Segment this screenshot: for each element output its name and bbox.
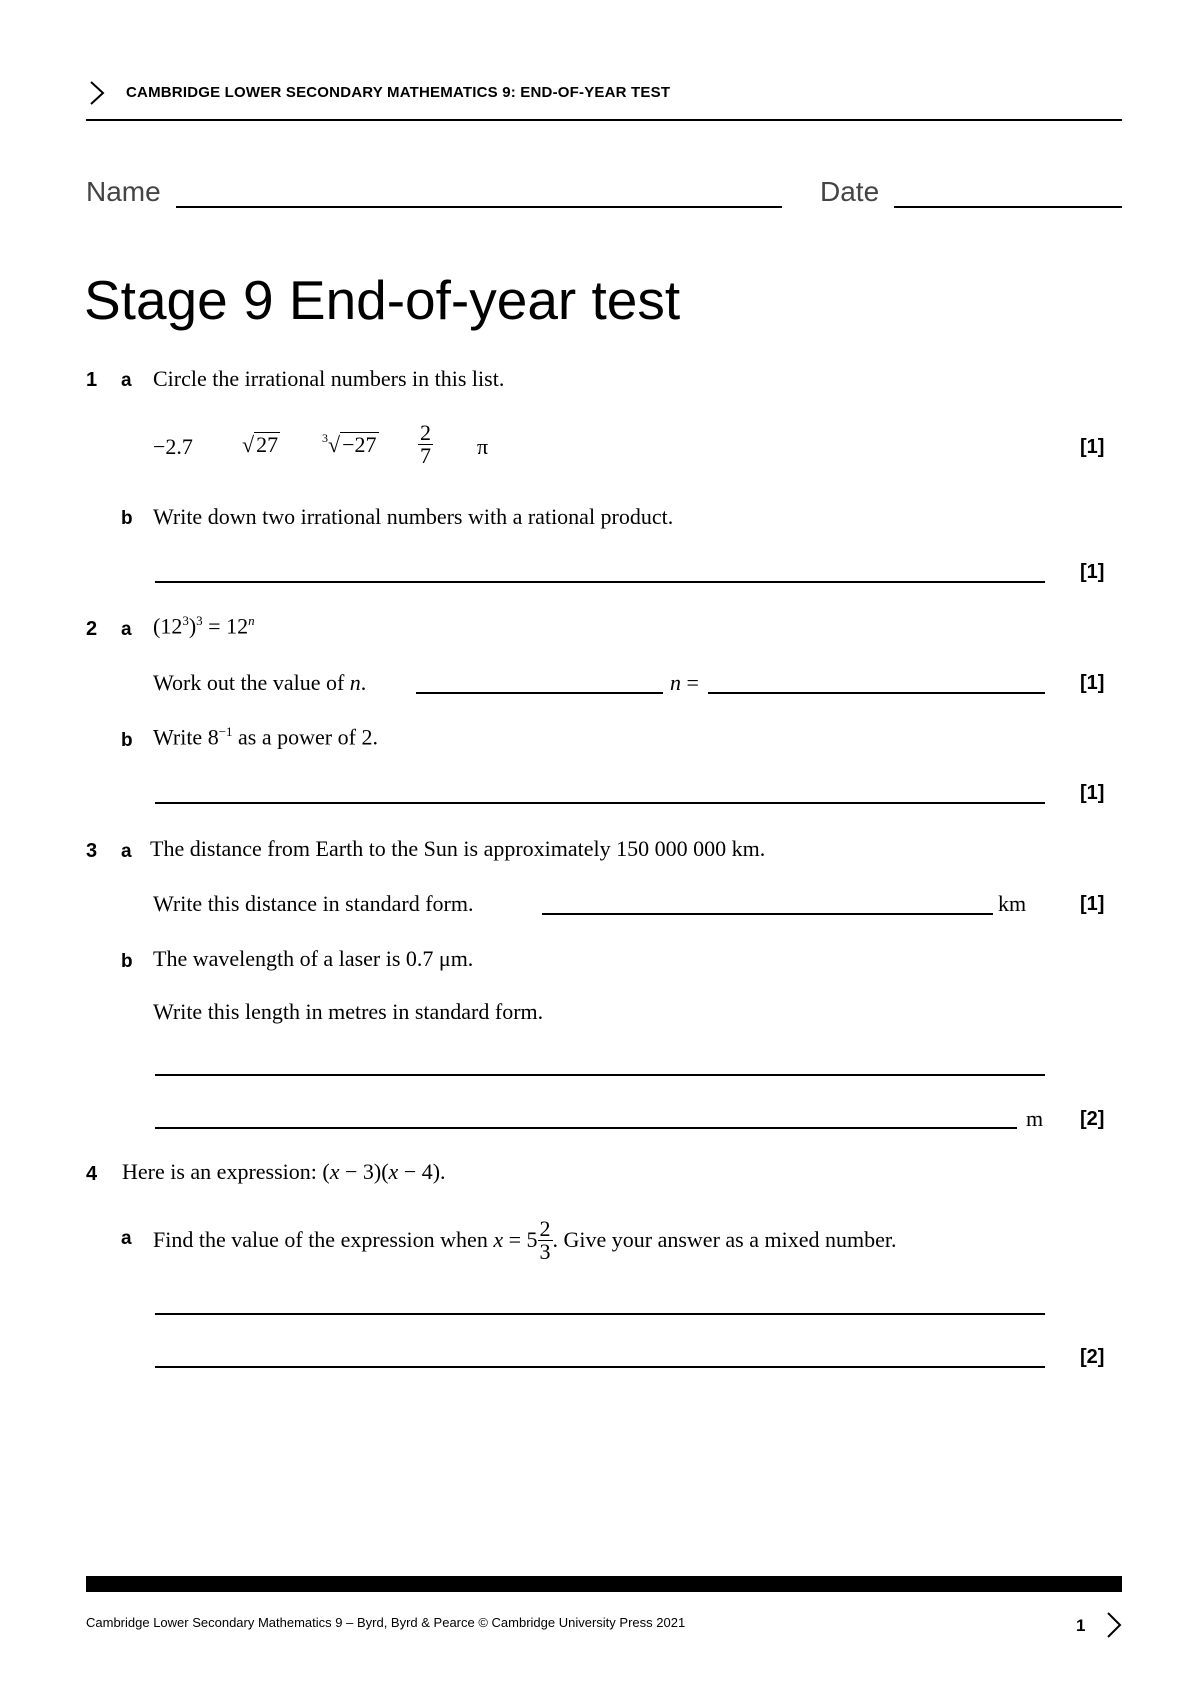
q2a-n-equals: = bbox=[686, 670, 699, 695]
q4a-text: Find the value of the expression when x = 5 $\frac{2}{3}$ . Give your answer as a mixed number. bbox=[153, 1215, 897, 1264]
q3b-marks: [2] bbox=[1080, 1108, 1105, 1130]
footer-bar bbox=[86, 1576, 1122, 1592]
q2a-marks: [1] bbox=[1080, 672, 1105, 694]
q1a-number-2[interactable] bbox=[242, 432, 280, 458]
page-title: Stage 9 End-of-year test bbox=[84, 269, 681, 331]
q2b-answer-line[interactable] bbox=[155, 802, 1045, 804]
q4-variable-1: x bbox=[329, 1159, 340, 1184]
q1a-text: Circle the irrational numbers in this list. bbox=[153, 366, 505, 391]
q1a-number-3[interactable] bbox=[322, 432, 379, 458]
q2a-exponent-n: n bbox=[248, 613, 255, 628]
q2b-exponent: −1 bbox=[218, 724, 233, 739]
q4a-variable: x bbox=[493, 1227, 504, 1252]
chevron-right-icon bbox=[86, 80, 108, 106]
sqrt-icon: √ bbox=[242, 432, 255, 457]
question-number-4: 4 bbox=[86, 1163, 98, 1185]
q3a-text: The distance from Earth to the Sun is approximately 150 000 000 km. bbox=[150, 836, 766, 861]
header-title: CAMBRIDGE LOWER SECONDARY MATHEMATICS 9: END-OF-YEAR TEST bbox=[126, 84, 671, 101]
q1b-text: Write down two irrational numbers with a rational product. bbox=[153, 504, 674, 529]
q3b-working-line[interactable] bbox=[155, 1074, 1045, 1076]
q4-text: Here is an expression: (x − 3)(x − 4). bbox=[122, 1159, 446, 1184]
q1b-answer-line[interactable] bbox=[155, 581, 1045, 583]
chevron-right-icon[interactable] bbox=[1104, 1611, 1124, 1639]
q2a-n-label: n = bbox=[670, 670, 699, 695]
q4a-equals: = 5 bbox=[508, 1227, 538, 1252]
q4-variable-2: x bbox=[388, 1159, 399, 1184]
name-field[interactable] bbox=[176, 206, 782, 208]
q3a-answer-line[interactable] bbox=[542, 913, 993, 915]
q1a-fraction-numerator: 2 bbox=[420, 420, 431, 445]
q3b-answer-line[interactable] bbox=[155, 1127, 1017, 1129]
date-label: Date bbox=[820, 176, 880, 207]
q4a-fraction-denominator: 3 bbox=[539, 1238, 551, 1264]
q1b-letter: b bbox=[121, 508, 133, 529]
q2a-work-variable: n bbox=[349, 670, 361, 695]
q2b-base: 8 bbox=[207, 724, 219, 750]
q2a-expression: $(12^3)^3 = 12^n$ bbox=[153, 613, 255, 639]
q1a-number-1[interactable]: −2.7 bbox=[153, 434, 193, 459]
q2a-base: 12 bbox=[160, 613, 183, 639]
q1a-number-4[interactable] bbox=[418, 422, 433, 467]
name-label: Name bbox=[86, 176, 161, 207]
q3b-text: The wavelength of a laser is 0.7 μm. bbox=[153, 946, 474, 971]
q2a-work-text: Work out the value of n. bbox=[153, 670, 367, 695]
q1a-marks: [1] bbox=[1080, 436, 1105, 458]
q2a-equals: = 12 bbox=[208, 613, 249, 639]
q3a-marks: [1] bbox=[1080, 893, 1105, 915]
q3b-subtext: Write this length in metres in standard form. bbox=[153, 999, 544, 1024]
footer-copyright: Cambridge Lower Secondary Mathematics 9 – Byrd, Byrd & Pearce © Cambridge University Press 2021 bbox=[86, 1615, 686, 1630]
q2a-inner-exponent: 3 bbox=[182, 613, 189, 628]
page-number: 1 bbox=[1076, 1616, 1086, 1635]
q1a-number-5[interactable]: π bbox=[477, 434, 489, 459]
q2a-letter: a bbox=[121, 619, 132, 640]
q2b-letter: b bbox=[121, 730, 133, 751]
q2a-answer-line[interactable] bbox=[708, 692, 1045, 694]
q1a-root-index: 3 bbox=[322, 430, 328, 445]
q2a-outer-exponent: 3 bbox=[196, 613, 203, 628]
q2b-text: Write $8^{-1}$ as a power of 2. bbox=[153, 724, 378, 750]
q1a-fraction-denominator: 7 bbox=[420, 443, 431, 468]
header-divider bbox=[86, 119, 1122, 121]
q2b-marks: [1] bbox=[1080, 782, 1105, 804]
q1a-radicand-3: −27 bbox=[342, 432, 377, 457]
q1b-marks: [1] bbox=[1080, 561, 1105, 583]
q4a-answer-line[interactable] bbox=[155, 1366, 1045, 1368]
q1a-radicand-2: 27 bbox=[256, 432, 279, 457]
q3a-letter: a bbox=[121, 841, 132, 862]
q1a-letter: a bbox=[121, 370, 132, 391]
q3b-letter: b bbox=[121, 951, 133, 972]
q3b-unit: m bbox=[1026, 1106, 1044, 1131]
q4a-letter: a bbox=[121, 1228, 132, 1249]
q3a-unit: km bbox=[998, 891, 1027, 916]
question-number-3: 3 bbox=[86, 840, 98, 862]
date-field[interactable] bbox=[894, 206, 1122, 208]
question-number-2: 2 bbox=[86, 618, 98, 640]
q2a-working-line[interactable] bbox=[416, 692, 663, 694]
cube-root-icon: √ bbox=[328, 432, 341, 457]
q4a-fraction-numerator: 2 bbox=[539, 1215, 551, 1241]
q4a-working-line[interactable] bbox=[155, 1313, 1045, 1315]
question-number-1: 1 bbox=[86, 369, 98, 391]
q3a-subtext: Write this distance in standard form. bbox=[153, 891, 474, 916]
q4a-marks: [2] bbox=[1080, 1346, 1105, 1368]
